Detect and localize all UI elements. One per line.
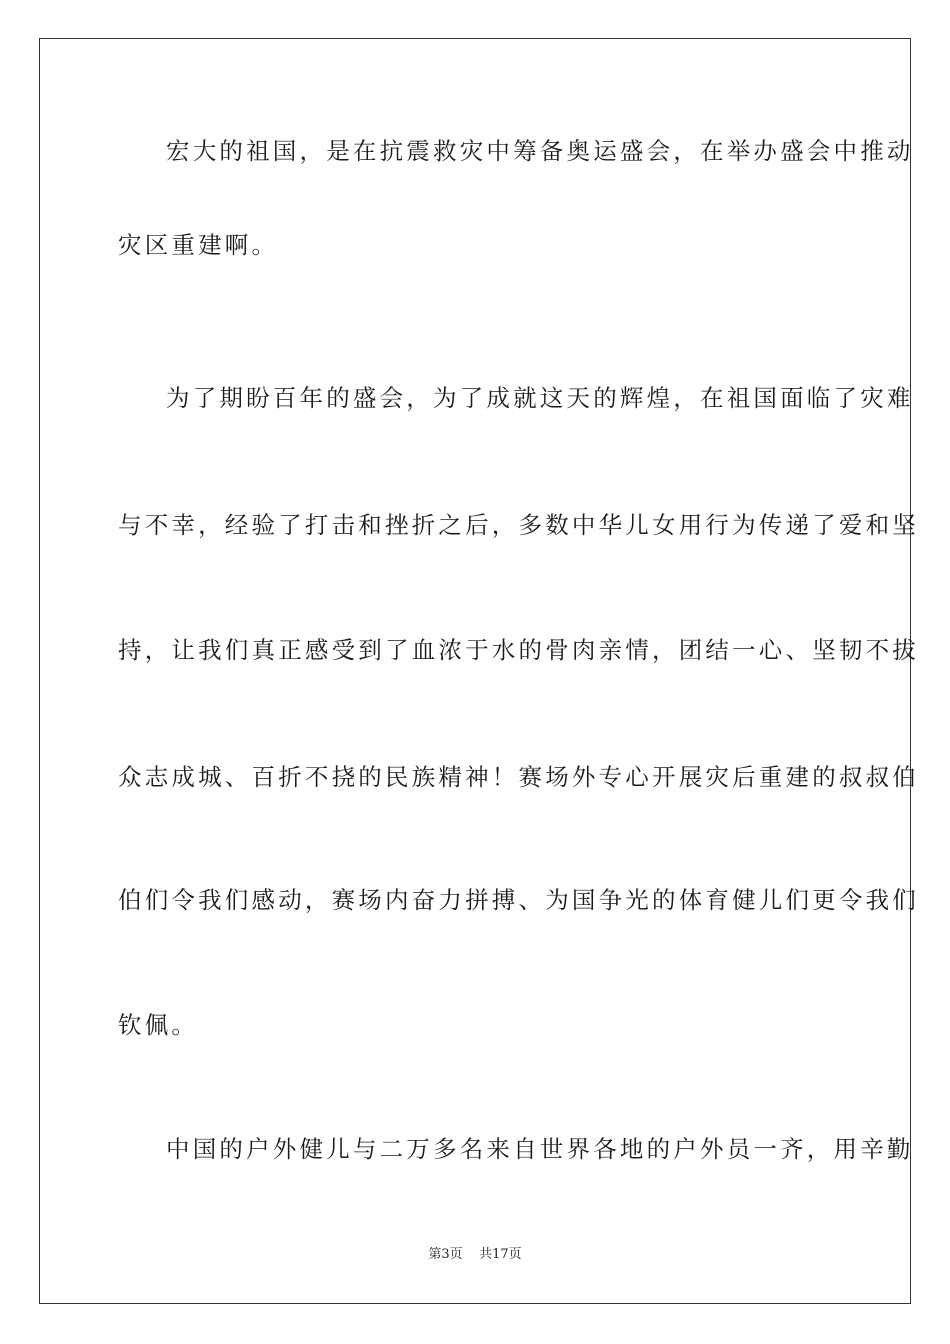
page-number: 第3页 bbox=[428, 1247, 463, 1262]
page-frame bbox=[39, 38, 919, 1304]
text-line: 为了期盼百年的盛会，为了成就这天的辉煌，在祖国面临了灾难 bbox=[166, 384, 914, 412]
page-total: 共17页 bbox=[479, 1247, 522, 1262]
text-line: 伯们令我们感动，赛场内奋力拼搏、为国争光的体育健儿们更令我们 bbox=[118, 886, 919, 914]
text-line: 宏大的祖国，是在抗震救灾中筹备奥运盛会，在举办盛会中推动 bbox=[166, 137, 914, 165]
text-line: 众志成城、百折不挠的民族精神！赛场外专心开展灾后重建的叔叔伯 bbox=[118, 763, 919, 791]
text-line: 中国的户外健儿与二万多名来自世界各地的户外员一齐，用辛勤 bbox=[166, 1135, 914, 1163]
page-footer bbox=[0, 1246, 950, 1264]
text-line: 灾区重建啊。 bbox=[118, 231, 279, 259]
text-line: 与不幸，经验了打击和挫折之后，多数中华儿女用行为传递了爱和坚 bbox=[118, 511, 919, 539]
text-line: 钦佩。 bbox=[118, 1011, 199, 1039]
text-line: 持，让我们真正感受到了血浓于水的骨肉亲情，团结一心、坚韧不拔 bbox=[118, 636, 919, 664]
